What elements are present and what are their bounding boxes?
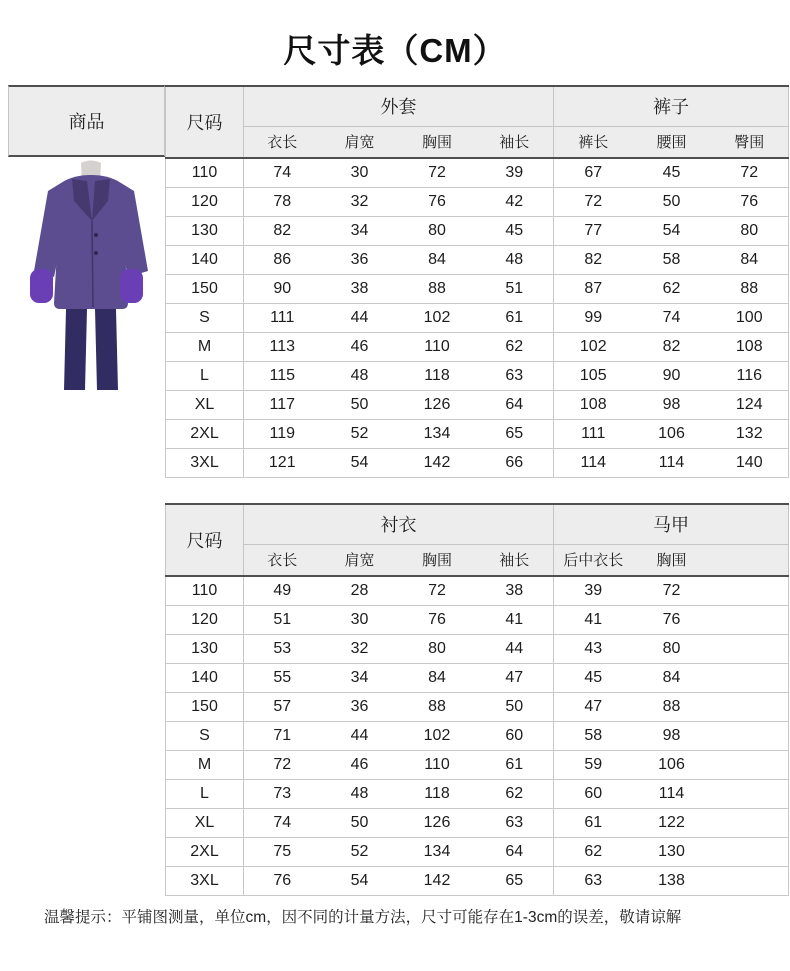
coat-button <box>94 251 98 255</box>
measurement-value: 62 <box>476 779 554 808</box>
measurement-value: 108 <box>711 332 789 361</box>
measurement-value: 90 <box>633 361 711 390</box>
measurement-value: 126 <box>399 808 476 837</box>
size-label: 150 <box>166 692 244 721</box>
measurement-value: 32 <box>321 187 399 216</box>
measurement-value <box>711 721 789 750</box>
measurement-value: 54 <box>321 866 399 895</box>
col-header: 衣长 <box>244 126 321 158</box>
measurement-value: 130 <box>633 837 711 866</box>
measurement-value <box>711 605 789 634</box>
measurement-value: 119 <box>244 419 321 448</box>
measurement-value: 44 <box>321 303 399 332</box>
measurement-value: 122 <box>633 808 711 837</box>
measurement-value: 140 <box>711 448 789 477</box>
measurement-value: 76 <box>244 866 321 895</box>
measurement-value: 88 <box>399 274 476 303</box>
measurement-value: 100 <box>711 303 789 332</box>
measurement-value: 84 <box>633 663 711 692</box>
measurement-value: 105 <box>554 361 633 390</box>
measurement-value: 132 <box>711 419 789 448</box>
col-header: 衣长 <box>244 544 321 576</box>
measurement-value: 63 <box>476 808 554 837</box>
measurement-value: 65 <box>476 866 554 895</box>
shirt-row-130 <box>166 634 789 663</box>
coat-opening-line <box>92 221 93 307</box>
shirt-row-110 <box>166 576 789 605</box>
size-label: 140 <box>166 245 244 274</box>
measurement-value: 61 <box>476 303 554 332</box>
measurement-value: 82 <box>244 216 321 245</box>
measurement-value: 142 <box>399 866 476 895</box>
measurement-value: 106 <box>633 419 711 448</box>
product-photo <box>8 157 165 476</box>
measurement-value: 87 <box>554 274 633 303</box>
measurement-value: 46 <box>321 332 399 361</box>
measurement-value: 114 <box>554 448 633 477</box>
measurement-value: 47 <box>554 692 633 721</box>
measurement-value: 98 <box>633 721 711 750</box>
measurement-value: 32 <box>321 634 399 663</box>
measurement-value: 63 <box>554 866 633 895</box>
measurement-value: 80 <box>399 216 476 245</box>
col-header: 胸围 <box>633 544 711 576</box>
group-header-pants: 裤子 <box>554 86 789 126</box>
measurement-value: 74 <box>633 303 711 332</box>
col-header: 腰围 <box>633 126 711 158</box>
outfit-row-120 <box>166 187 789 216</box>
size-label: 110 <box>166 576 244 605</box>
measurement-value: 99 <box>554 303 633 332</box>
measurement-value: 59 <box>554 750 633 779</box>
size-label: 130 <box>166 216 244 245</box>
measurement-value: 118 <box>399 779 476 808</box>
measurement-value: 62 <box>633 274 711 303</box>
measurement-value: 121 <box>244 448 321 477</box>
measure-header-row <box>166 544 789 576</box>
col-header-empty <box>711 544 789 576</box>
size-label: 130 <box>166 634 244 663</box>
measurement-value: 114 <box>633 779 711 808</box>
measurement-value <box>711 750 789 779</box>
size-label: XL <box>166 390 244 419</box>
measurement-value: 90 <box>244 274 321 303</box>
outfit-pants-size-table <box>165 85 789 478</box>
measurement-value: 84 <box>711 245 789 274</box>
measurement-value: 76 <box>711 187 789 216</box>
product-column <box>8 85 165 476</box>
measurement-value: 50 <box>321 390 399 419</box>
size-label: M <box>166 750 244 779</box>
measurement-value: 72 <box>554 187 633 216</box>
size-label: L <box>166 779 244 808</box>
shirt-vest-rows <box>166 576 789 895</box>
measurement-value: 102 <box>399 303 476 332</box>
page-title: 尺寸表（CM） <box>283 32 507 69</box>
measurement-value: 74 <box>244 158 321 187</box>
measurement-value: 142 <box>399 448 476 477</box>
outfit-row-M <box>166 332 789 361</box>
shirt-row-S <box>166 721 789 750</box>
measurement-value: 41 <box>554 605 633 634</box>
measurement-value: 42 <box>476 187 554 216</box>
outfit-row-130 <box>166 216 789 245</box>
measurement-value: 38 <box>321 274 399 303</box>
measurement-value: 45 <box>554 663 633 692</box>
measurement-value: 118 <box>399 361 476 390</box>
group-header-shirt: 衬衣 <box>244 504 554 544</box>
size-label: 120 <box>166 187 244 216</box>
shirt-row-XL <box>166 808 789 837</box>
measurement-value: 102 <box>554 332 633 361</box>
measurement-value: 53 <box>244 634 321 663</box>
measurement-value: 58 <box>633 245 711 274</box>
size-column-header: 尺码 <box>166 86 244 158</box>
shirt-row-3XL <box>166 866 789 895</box>
glove-right-shape <box>120 269 143 303</box>
col-header: 袖长 <box>476 126 554 158</box>
measurement-value: 115 <box>244 361 321 390</box>
measurement-value: 51 <box>476 274 554 303</box>
size-label: 3XL <box>166 448 244 477</box>
size-label: 3XL <box>166 866 244 895</box>
measurement-value: 126 <box>399 390 476 419</box>
shirt-vest-size-table <box>165 503 789 896</box>
size-label: L <box>166 361 244 390</box>
shirt-row-M <box>166 750 789 779</box>
measurement-value: 58 <box>554 721 633 750</box>
outfit-row-110 <box>166 158 789 187</box>
shirt-row-140 <box>166 663 789 692</box>
group-header-row <box>166 86 789 126</box>
measurement-value <box>711 808 789 837</box>
size-label: M <box>166 332 244 361</box>
measurement-value: 30 <box>321 158 399 187</box>
measurement-value: 80 <box>399 634 476 663</box>
measurement-value: 84 <box>399 663 476 692</box>
measurement-value: 45 <box>633 158 711 187</box>
measurement-value <box>711 692 789 721</box>
measurement-value: 60 <box>476 721 554 750</box>
measurement-value <box>711 576 789 605</box>
measurement-value: 52 <box>321 419 399 448</box>
size-label: S <box>166 303 244 332</box>
measurement-value: 48 <box>321 779 399 808</box>
measurement-value: 111 <box>244 303 321 332</box>
measurement-value: 74 <box>244 808 321 837</box>
measurement-value: 44 <box>321 721 399 750</box>
measurement-value: 78 <box>244 187 321 216</box>
measurement-value: 36 <box>321 245 399 274</box>
measurement-value: 44 <box>476 634 554 663</box>
size-label: S <box>166 721 244 750</box>
measurement-value: 75 <box>244 837 321 866</box>
shirt-row-120 <box>166 605 789 634</box>
size-label: 150 <box>166 274 244 303</box>
measurement-value: 30 <box>321 605 399 634</box>
measurement-value: 86 <box>244 245 321 274</box>
shirt-row-2XL <box>166 837 789 866</box>
measurement-value: 49 <box>244 576 321 605</box>
col-header: 胸围 <box>399 544 476 576</box>
measurement-value: 54 <box>633 216 711 245</box>
measurement-value: 28 <box>321 576 399 605</box>
measurement-value: 76 <box>399 605 476 634</box>
measurement-value: 61 <box>554 808 633 837</box>
disclaimer-note: 温馨提示：平铺图测量，单位cm，因不同的计量方法，尺寸可能存在1-3cm的误差，敬请谅解 <box>44 909 682 926</box>
product-column-header: 商品 <box>8 85 165 157</box>
measurement-value: 61 <box>476 750 554 779</box>
measurement-value: 82 <box>633 332 711 361</box>
col-header: 肩宽 <box>321 126 399 158</box>
size-label: 110 <box>166 158 244 187</box>
measurement-value: 110 <box>399 750 476 779</box>
measurement-value: 39 <box>554 576 633 605</box>
measurement-value: 66 <box>476 448 554 477</box>
outfit-row-2XL <box>166 419 789 448</box>
shirt-row-150 <box>166 692 789 721</box>
pants-leg-right <box>95 309 118 390</box>
measurement-value: 50 <box>321 808 399 837</box>
measurement-value: 51 <box>244 605 321 634</box>
measurement-value: 111 <box>554 419 633 448</box>
measurement-value: 46 <box>321 750 399 779</box>
col-header: 肩宽 <box>321 544 399 576</box>
measurement-value: 45 <box>476 216 554 245</box>
measurement-value: 124 <box>711 390 789 419</box>
outfit-row-XL <box>166 390 789 419</box>
outfit-row-L <box>166 361 789 390</box>
outfit-row-150 <box>166 274 789 303</box>
measurement-value: 108 <box>554 390 633 419</box>
measurement-value: 102 <box>399 721 476 750</box>
size-label: 2XL <box>166 419 244 448</box>
coat-button <box>94 233 98 237</box>
measurement-value: 76 <box>399 187 476 216</box>
outfit-row-S <box>166 303 789 332</box>
size-column-header: 尺码 <box>166 504 244 576</box>
col-header: 袖长 <box>476 544 554 576</box>
measurement-value: 73 <box>244 779 321 808</box>
size-label: XL <box>166 808 244 837</box>
measurement-value <box>711 634 789 663</box>
measurement-value: 64 <box>476 390 554 419</box>
measurement-value: 38 <box>476 576 554 605</box>
measurement-value: 72 <box>399 576 476 605</box>
measurement-value: 41 <box>476 605 554 634</box>
col-header: 裤长 <box>554 126 633 158</box>
measurement-value: 116 <box>711 361 789 390</box>
measurement-value: 63 <box>476 361 554 390</box>
group-header-row <box>166 504 789 544</box>
measurement-value: 55 <box>244 663 321 692</box>
measurement-value: 134 <box>399 419 476 448</box>
measurement-value: 76 <box>633 605 711 634</box>
shirt-vest-table-section <box>165 503 788 896</box>
measurement-value <box>711 779 789 808</box>
measurement-value <box>711 837 789 866</box>
measurement-value: 80 <box>633 634 711 663</box>
measure-header-row <box>166 126 789 158</box>
glove-left-shape <box>30 269 53 303</box>
measurement-value: 113 <box>244 332 321 361</box>
measurement-value: 39 <box>476 158 554 187</box>
measurement-value: 48 <box>321 361 399 390</box>
measurement-value: 84 <box>399 245 476 274</box>
measurement-value: 62 <box>554 837 633 866</box>
measurement-value: 67 <box>554 158 633 187</box>
measurement-value: 106 <box>633 750 711 779</box>
measurement-value: 43 <box>554 634 633 663</box>
measurement-value <box>711 663 789 692</box>
measurement-value: 57 <box>244 692 321 721</box>
measurement-value: 65 <box>476 419 554 448</box>
measurement-value: 71 <box>244 721 321 750</box>
measurement-value: 36 <box>321 692 399 721</box>
outfit-row-140 <box>166 245 789 274</box>
size-label: 2XL <box>166 837 244 866</box>
measurement-value: 72 <box>399 158 476 187</box>
measurement-value: 52 <box>321 837 399 866</box>
measurement-value: 64 <box>476 837 554 866</box>
size-label: 140 <box>166 663 244 692</box>
measurement-value: 114 <box>633 448 711 477</box>
measurement-value: 50 <box>633 187 711 216</box>
measurement-value: 72 <box>633 576 711 605</box>
measurement-value: 88 <box>399 692 476 721</box>
measurement-value: 98 <box>633 390 711 419</box>
measurement-value: 117 <box>244 390 321 419</box>
measurement-value: 72 <box>244 750 321 779</box>
measurement-value: 88 <box>633 692 711 721</box>
measurement-value: 138 <box>633 866 711 895</box>
measurement-value: 34 <box>321 216 399 245</box>
measurement-value: 88 <box>711 274 789 303</box>
col-header: 胸围 <box>399 126 476 158</box>
outfit-row-3XL <box>166 448 789 477</box>
group-header-vest: 马甲 <box>554 504 789 544</box>
measurement-value <box>711 866 789 895</box>
measurement-value: 50 <box>476 692 554 721</box>
measurement-value: 72 <box>711 158 789 187</box>
measurement-value: 54 <box>321 448 399 477</box>
measurement-value: 60 <box>554 779 633 808</box>
measurement-value: 134 <box>399 837 476 866</box>
pants-leg-left <box>64 309 87 390</box>
col-header: 后中衣长 <box>554 544 633 576</box>
shirt-row-L <box>166 779 789 808</box>
measurement-value: 82 <box>554 245 633 274</box>
measurement-value: 80 <box>711 216 789 245</box>
col-header: 臀围 <box>711 126 789 158</box>
measurement-value: 110 <box>399 332 476 361</box>
measurement-value: 48 <box>476 245 554 274</box>
size-label: 120 <box>166 605 244 634</box>
measurement-value: 77 <box>554 216 633 245</box>
coat-shape <box>54 175 128 309</box>
group-header-coat: 外套 <box>244 86 554 126</box>
measurement-value: 62 <box>476 332 554 361</box>
measurement-value: 47 <box>476 663 554 692</box>
measurement-value: 34 <box>321 663 399 692</box>
outfit-pants-rows <box>166 158 789 477</box>
